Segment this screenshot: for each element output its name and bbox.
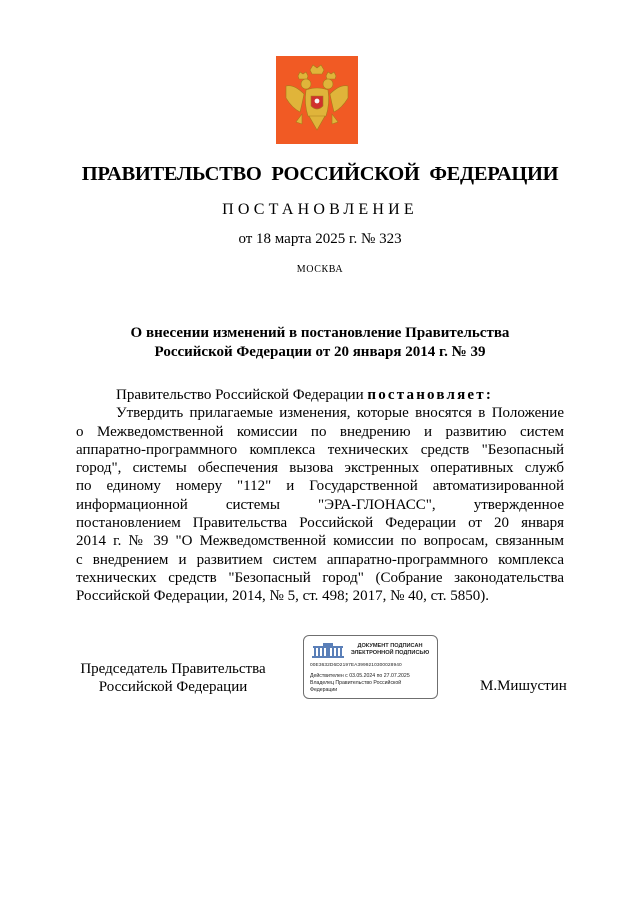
decree-line (76, 386, 564, 404)
stamp-certificate: 00E3632D6D2197EA3999210300028940 (310, 663, 402, 668)
paragraph-line: по единому номеру "112" и Государственной автоматизированной (76, 478, 564, 495)
paragraph-line: с внедрением и развитием систем аппаратно-программного комплекса (76, 551, 564, 568)
decree-paragraph (76, 404, 564, 605)
stamp-title-line: ДОКУМЕНТ ПОДПИСАН (357, 643, 423, 649)
subject-line: О внесении изменений в постановление Правительства (130, 325, 510, 341)
stamp-title (344, 643, 436, 657)
government-title: ПРАВИТЕЛЬСТВО РОССИЙСКОЙ ФЕДЕРАЦИИ (81, 163, 559, 185)
signer-name: М.Мишустин (480, 678, 567, 694)
decree-verb: постановляет: (367, 387, 494, 403)
decree-subject: Правительство Российской Федерации (116, 387, 364, 403)
paragraph-line: Утвердить прилагаемые изменения, которые вносятся в Положение (116, 405, 564, 422)
government-building-icon (311, 642, 345, 658)
emblem (276, 56, 358, 144)
paragraph-line: постановлением Правительства Российской Федерации от 20 января (76, 515, 564, 532)
signer-position-line: Российской Федерации (98, 679, 248, 695)
stamp-validity: Действителен с 03.05.2024 по 27.07.2025 (310, 673, 410, 679)
paragraph-line: технических средств "Безопасный город" (Собрание законодательства (76, 569, 564, 586)
electronic-signature-stamp (303, 635, 438, 699)
paragraph-line: Российской Федерации, 2014, № 5, ст. 498; 2017, № 40, ст. 5850). (76, 588, 489, 605)
paragraph-line: 2014 г. № 39 "О Межведомственной комиссии по вопросам, связанным (76, 533, 564, 550)
paragraph-line: о Межведомственной комиссии по внедрению и развитию систем (76, 423, 564, 440)
paragraph-line: город", системы обеспечения вызова экстренных оперативных служб (76, 460, 564, 477)
document-body (76, 386, 564, 606)
signer-position (78, 660, 268, 696)
stamp-title-line: ЭЛЕКТРОННОЙ ПОДПИСЬЮ (350, 650, 430, 656)
stamp-owner: Владелец Правительство Российской Федерации (310, 680, 402, 693)
signer-position-line: Председатель Правительства (80, 661, 266, 677)
document-city: МОСКВА (296, 264, 344, 275)
subject-line: Российской Федерации от 20 января 2014 г. № 39 (154, 344, 486, 360)
document-date-number: от 18 марта 2025 г. № 323 (238, 231, 402, 247)
document-subject (0, 324, 640, 362)
paragraph-line: аппаратно-программного комплекса технических средств "Безопасный (76, 441, 564, 458)
document-type: ПОСТАНОВЛЕНИЕ (222, 201, 418, 218)
paragraph-line: информационной системы "ЭРА-ГЛОНАСС", утвержденное (76, 496, 564, 513)
russian-coat-of-arms-icon (276, 56, 358, 144)
